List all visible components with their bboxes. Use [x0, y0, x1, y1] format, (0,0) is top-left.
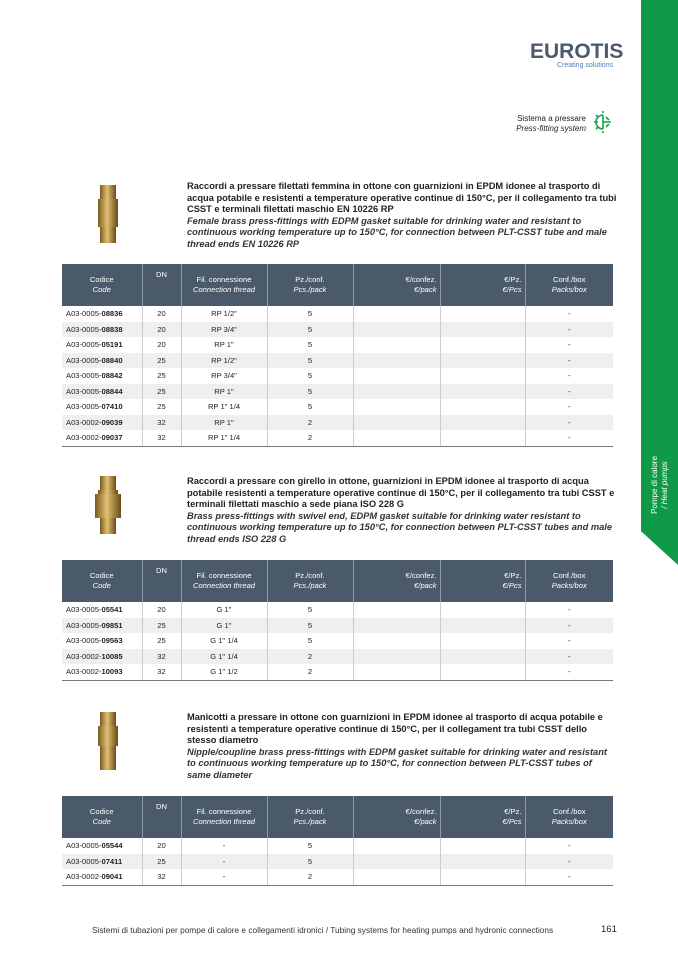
column-header-it: €/confez. — [405, 807, 437, 816]
packs-per-box-cell: - — [525, 854, 613, 870]
dn-cell: 25 — [142, 353, 181, 369]
pcs-per-pack-cell: 5 — [267, 306, 353, 322]
code-prefix: A03-0002- — [66, 417, 102, 427]
code-prefix: A03-0002- — [66, 651, 102, 661]
column-header — [267, 264, 353, 306]
table-row — [62, 649, 613, 665]
section-title — [187, 712, 617, 781]
sun-snowflake-icon — [592, 111, 614, 133]
product-code — [62, 602, 142, 618]
code-prefix: A03-0005- — [66, 371, 102, 381]
column-header — [525, 264, 613, 306]
product-code — [62, 633, 142, 649]
product-code — [62, 415, 142, 431]
product-code — [62, 869, 142, 885]
product-code — [62, 664, 142, 680]
code-prefix: A03-0005- — [66, 841, 102, 851]
column-header-it: DN — [156, 270, 167, 279]
packs-per-box-cell: - — [525, 415, 613, 431]
pcs-per-pack-cell: 5 — [267, 337, 353, 353]
thread-cell: RP 3/4" — [181, 322, 267, 338]
code-prefix: A03-0005- — [66, 324, 102, 334]
code-suffix: 05541 — [101, 605, 123, 615]
dn-cell: 20 — [142, 838, 181, 854]
product-code — [62, 430, 142, 446]
dn-cell: 20 — [142, 322, 181, 338]
code-prefix: A03-0005- — [66, 386, 102, 396]
dn-cell: 25 — [142, 633, 181, 649]
thread-cell: G 1" — [181, 602, 267, 618]
column-header-en: €/Pcs — [502, 285, 522, 294]
code-prefix: A03-0005- — [66, 856, 102, 866]
column-header — [62, 264, 142, 306]
thread-cell: G 1" 1/4 — [181, 633, 267, 649]
table-row — [62, 368, 613, 384]
packs-per-box-cell: - — [567, 371, 571, 381]
price-per-piece-cell — [440, 399, 525, 415]
code-suffix: 10093 — [101, 667, 123, 677]
pcs-per-pack-cell: 2 — [267, 430, 353, 446]
column-header — [181, 264, 267, 306]
price-per-piece-cell — [440, 649, 525, 665]
column-header-en: Pcs./pack — [293, 817, 327, 826]
product-image — [90, 476, 126, 536]
column-header-it: Codice — [89, 807, 114, 816]
column-header — [181, 796, 267, 838]
packs-per-box-cell: - — [525, 664, 613, 680]
column-header-it: Conf./box — [552, 807, 586, 816]
price-per-piece-cell — [440, 322, 525, 338]
column-header-it: €/Pz. — [504, 571, 522, 580]
thread-cell: RP 3/4" — [181, 368, 267, 384]
table-row — [62, 633, 613, 649]
footer-text: Sistemi di tubazioni per pompe di calore e collegamenti idronici / Tubing systems for heating pumps and hydronic connections — [92, 925, 554, 935]
packs-per-box-cell: - — [525, 430, 613, 446]
column-header-en: Code — [92, 817, 111, 826]
column-header-en: Pcs./pack — [293, 285, 327, 294]
product-code — [62, 384, 142, 400]
price-per-pack-cell — [353, 602, 440, 618]
thread-cell: - — [181, 854, 267, 870]
thread-cell: G 1" 1/4 — [181, 649, 267, 665]
code-prefix: A03-0005- — [66, 620, 102, 630]
page-number: 161 — [601, 924, 617, 935]
pcs-per-pack-cell: 5 — [267, 618, 353, 634]
column-header-it: €/Pz. — [504, 807, 522, 816]
price-per-pack-cell — [353, 430, 440, 446]
side-tab-it: Pompe di calore — [650, 456, 659, 514]
product-table — [62, 796, 613, 886]
price-per-piece-cell — [440, 353, 525, 369]
dn-cell: 25 — [142, 399, 181, 415]
packs-per-box-cell: - — [567, 636, 571, 646]
price-per-piece-cell — [440, 664, 525, 680]
table-row — [62, 838, 613, 854]
code-suffix: 08844 — [101, 386, 123, 396]
code-suffix: 05191 — [101, 340, 123, 350]
thread-cell: RP 1" 1/4 — [181, 399, 267, 415]
thread-cell: RP 1/2" — [181, 353, 267, 369]
price-per-piece-cell — [440, 415, 525, 431]
code-prefix: A03-0005- — [66, 340, 102, 350]
side-tab-en: / Heat pumps — [660, 461, 669, 509]
column-header-en: €/Pcs — [502, 817, 522, 826]
column-header-en: Packs/box — [551, 285, 587, 294]
price-per-piece-cell — [440, 384, 525, 400]
column-header — [142, 560, 181, 602]
column-header-it: Fil. connessione — [196, 275, 252, 284]
dn-cell: 20 — [142, 306, 181, 322]
table-row — [62, 415, 613, 431]
column-header-it: Codice — [89, 571, 114, 580]
product-table — [62, 560, 613, 681]
column-header — [525, 560, 613, 602]
product-code — [62, 838, 142, 854]
section-title — [187, 181, 617, 250]
column-header-it: DN — [156, 566, 167, 575]
code-suffix: 09041 — [101, 872, 123, 882]
column-header-it: €/confez. — [405, 571, 437, 580]
price-per-piece-cell — [440, 869, 525, 885]
column-header — [525, 796, 613, 838]
packs-per-box-cell: - — [525, 869, 613, 885]
product-image — [90, 185, 126, 245]
price-per-pack-cell — [353, 399, 440, 415]
product-code — [62, 353, 142, 369]
pcs-per-pack-cell: 5 — [267, 838, 353, 854]
dn-cell: 25 — [142, 368, 181, 384]
title-it: Raccordi a pressare filettati femmina in ottone con guarnizioni in EPDM idonee al trasporto di acqua potabile e resistenti a temperature operative continue di 150°C, per il collegamento tra tubi CSST e terminali filettati maschio EN 10226 RP — [187, 181, 617, 214]
column-header — [267, 796, 353, 838]
column-header-it: Codice — [89, 275, 114, 284]
product-code — [62, 337, 142, 353]
dn-cell: 32 — [142, 869, 181, 885]
product-code — [62, 368, 142, 384]
column-header-en: Code — [92, 581, 111, 590]
price-per-piece-cell — [440, 838, 525, 854]
price-per-pack-cell — [353, 322, 440, 338]
system-it: Sistema a pressare — [517, 114, 586, 123]
brand-logo: EUROTIS — [530, 40, 624, 63]
column-header-en: €/pack — [414, 581, 437, 590]
column-header — [353, 264, 440, 306]
product-image — [90, 712, 126, 772]
thread-cell: - — [181, 838, 267, 854]
packs-per-box-cell: - — [567, 605, 571, 615]
packs-per-box-cell: - — [567, 309, 571, 319]
dn-cell: 32 — [142, 415, 181, 431]
price-per-pack-cell — [353, 353, 440, 369]
table-row — [62, 399, 613, 415]
thread-cell: RP 1" — [181, 337, 267, 353]
packs-per-box-cell: - — [567, 402, 571, 412]
column-header-it: Pz./conf. — [295, 807, 325, 816]
table-row — [62, 869, 613, 885]
column-header-it: Pz./conf. — [295, 571, 325, 580]
price-per-pack-cell — [353, 854, 440, 870]
column-header-it: Conf./box — [552, 571, 586, 580]
price-per-pack-cell — [353, 618, 440, 634]
code-suffix: 08836 — [101, 309, 123, 319]
price-per-piece-cell — [440, 368, 525, 384]
thread-cell: RP 1" 1/4 — [181, 430, 267, 446]
code-prefix: A03-0005- — [66, 309, 102, 319]
system-label — [516, 114, 586, 134]
table-row — [62, 602, 613, 618]
pcs-per-pack-cell: 5 — [267, 633, 353, 649]
table-row — [62, 430, 613, 446]
column-header-en: Packs/box — [551, 581, 587, 590]
column-header — [353, 796, 440, 838]
code-prefix: A03-0002- — [66, 667, 102, 677]
dn-cell: 32 — [142, 430, 181, 446]
column-header-en: Code — [92, 285, 111, 294]
price-per-piece-cell — [440, 337, 525, 353]
price-per-pack-cell — [353, 633, 440, 649]
dn-cell: 25 — [142, 384, 181, 400]
thread-cell: G 1" 1/2 — [181, 664, 267, 680]
title-en: Female brass press-fittings with EDPM gasket suitable for drinking water and resistant to continuous working temperature up to 150°C, for connection between PLT-CSST tube and male thread ends EN 10226 RP — [187, 215, 607, 249]
column-header-it: Conf./box — [552, 275, 586, 284]
column-header — [62, 560, 142, 602]
column-header-it: €/confez. — [405, 275, 437, 284]
price-per-piece-cell — [440, 306, 525, 322]
title-en: Brass press-fittings with swivel end, EDPM gasket suitable for drinking water resistant to continuous working temperature up to 150°C, for connection between PLT-CSST tubes and male thread ends ISO 228 G — [187, 510, 613, 544]
product-code — [62, 854, 142, 870]
pcs-per-pack-cell: 5 — [267, 399, 353, 415]
code-prefix: A03-0005- — [66, 355, 102, 365]
column-header-en: Connection thread — [192, 285, 256, 294]
price-per-pack-cell — [353, 869, 440, 885]
price-per-pack-cell — [353, 337, 440, 353]
packs-per-box-cell: - — [525, 618, 613, 634]
column-header-en: Pcs./pack — [293, 581, 327, 590]
column-header — [353, 560, 440, 602]
column-header — [440, 796, 525, 838]
code-suffix: 07410 — [101, 402, 123, 412]
title-it: Raccordi a pressare con girello in ottone, guarnizioni in EPDM idonee al trasporto di acqua potabile resistenti a temperature operative continue di 150°C, per il collegamento tra tubi CSST e terminali filettati maschio a sede piana ISO 228 G — [187, 476, 615, 509]
dn-cell: 25 — [142, 854, 181, 870]
code-suffix: 08840 — [101, 355, 123, 365]
table-row — [62, 322, 613, 338]
table-row — [62, 353, 613, 369]
packs-per-box-cell: - — [567, 340, 571, 350]
thread-cell: RP 1" — [181, 415, 267, 431]
price-per-pack-cell — [353, 838, 440, 854]
thread-cell: RP 1/2" — [181, 306, 267, 322]
column-header — [62, 796, 142, 838]
code-prefix: A03-0005- — [66, 636, 102, 646]
product-code — [62, 399, 142, 415]
pcs-per-pack-cell: 5 — [267, 384, 353, 400]
table-row — [62, 337, 613, 353]
thread-cell: RP 1" — [181, 384, 267, 400]
code-suffix: 09037 — [101, 433, 123, 443]
dn-cell: 32 — [142, 664, 181, 680]
code-suffix: 07411 — [101, 856, 123, 866]
code-prefix: A03-0002- — [66, 872, 102, 882]
system-en: Press-fitting system — [516, 124, 586, 133]
packs-per-box-cell: - — [525, 353, 613, 369]
code-suffix: 09039 — [101, 417, 123, 427]
packs-per-box-cell: - — [525, 384, 613, 400]
column-header — [440, 560, 525, 602]
code-prefix: A03-0002- — [66, 433, 102, 443]
price-per-pack-cell — [353, 384, 440, 400]
section-title — [187, 476, 617, 545]
price-per-pack-cell — [353, 306, 440, 322]
product-code — [62, 322, 142, 338]
thread-cell: G 1" — [181, 618, 267, 634]
title-en: Nipple/coupline brass press-fittings with EDPM gasket suitable for drinking water and resistant to continuous working temperature up to 150°C, for connection between PLT-CSST tubes of same diameter — [187, 746, 607, 780]
pcs-per-pack-cell: 2 — [267, 415, 353, 431]
table-row — [62, 664, 613, 680]
pcs-per-pack-cell: 5 — [267, 322, 353, 338]
price-per-pack-cell — [353, 415, 440, 431]
price-per-piece-cell — [440, 618, 525, 634]
column-header-it: Pz./conf. — [295, 275, 325, 284]
code-prefix: A03-0005- — [66, 605, 102, 615]
pcs-per-pack-cell: 5 — [267, 602, 353, 618]
column-header-en: Connection thread — [192, 817, 256, 826]
pcs-per-pack-cell: 2 — [267, 664, 353, 680]
price-per-pack-cell — [353, 368, 440, 384]
brand-tagline: Creating solutions — [557, 62, 614, 69]
title-it: Manicotti a pressare in ottone con guarnizioni in EPDM idonee al trasporto di acqua potabile e resistenti a temperature operative continue di 150°C, per il collegament tra tubi CSST dello stesso diametro — [187, 712, 603, 745]
product-code — [62, 618, 142, 634]
pcs-per-pack-cell: 2 — [267, 869, 353, 885]
column-header-en: Connection thread — [192, 581, 256, 590]
product-table — [62, 264, 613, 447]
column-header-en: €/pack — [414, 285, 437, 294]
column-header — [142, 796, 181, 838]
side-tab — [642, 440, 678, 540]
column-header-en: €/pack — [414, 817, 437, 826]
table-row — [62, 384, 613, 400]
column-header-it: Fil. connessione — [196, 571, 252, 580]
packs-per-box-cell: - — [567, 841, 571, 851]
column-header-it: Fil. connessione — [196, 807, 252, 816]
code-suffix: 09851 — [101, 620, 123, 630]
dn-cell: 32 — [142, 649, 181, 665]
column-header-it: €/Pz. — [504, 275, 522, 284]
code-suffix: 05544 — [101, 841, 123, 851]
column-header — [181, 560, 267, 602]
column-header — [440, 264, 525, 306]
price-per-piece-cell — [440, 633, 525, 649]
column-header-en: Packs/box — [551, 817, 587, 826]
table-row — [62, 854, 613, 870]
dn-cell: 20 — [142, 602, 181, 618]
table-row — [62, 306, 613, 322]
price-per-pack-cell — [353, 664, 440, 680]
price-per-piece-cell — [440, 854, 525, 870]
code-prefix: A03-0005- — [66, 402, 102, 412]
packs-per-box-cell: - — [525, 322, 613, 338]
pcs-per-pack-cell: 2 — [267, 649, 353, 665]
packs-per-box-cell: - — [525, 649, 613, 665]
code-suffix: 10085 — [101, 651, 123, 661]
code-suffix: 08842 — [101, 371, 123, 381]
dn-cell: 20 — [142, 337, 181, 353]
table-row — [62, 618, 613, 634]
price-per-pack-cell — [353, 649, 440, 665]
pcs-per-pack-cell: 5 — [267, 353, 353, 369]
column-header — [267, 560, 353, 602]
thread-cell: - — [181, 869, 267, 885]
column-header-it: DN — [156, 802, 167, 811]
price-per-piece-cell — [440, 602, 525, 618]
column-header-en: €/Pcs — [502, 581, 522, 590]
column-header — [142, 264, 181, 306]
code-suffix: 09563 — [101, 636, 123, 646]
pcs-per-pack-cell: 5 — [267, 854, 353, 870]
dn-cell: 25 — [142, 618, 181, 634]
price-per-piece-cell — [440, 430, 525, 446]
product-code — [62, 649, 142, 665]
code-suffix: 08838 — [101, 324, 123, 334]
pcs-per-pack-cell: 5 — [267, 368, 353, 384]
product-code — [62, 306, 142, 322]
